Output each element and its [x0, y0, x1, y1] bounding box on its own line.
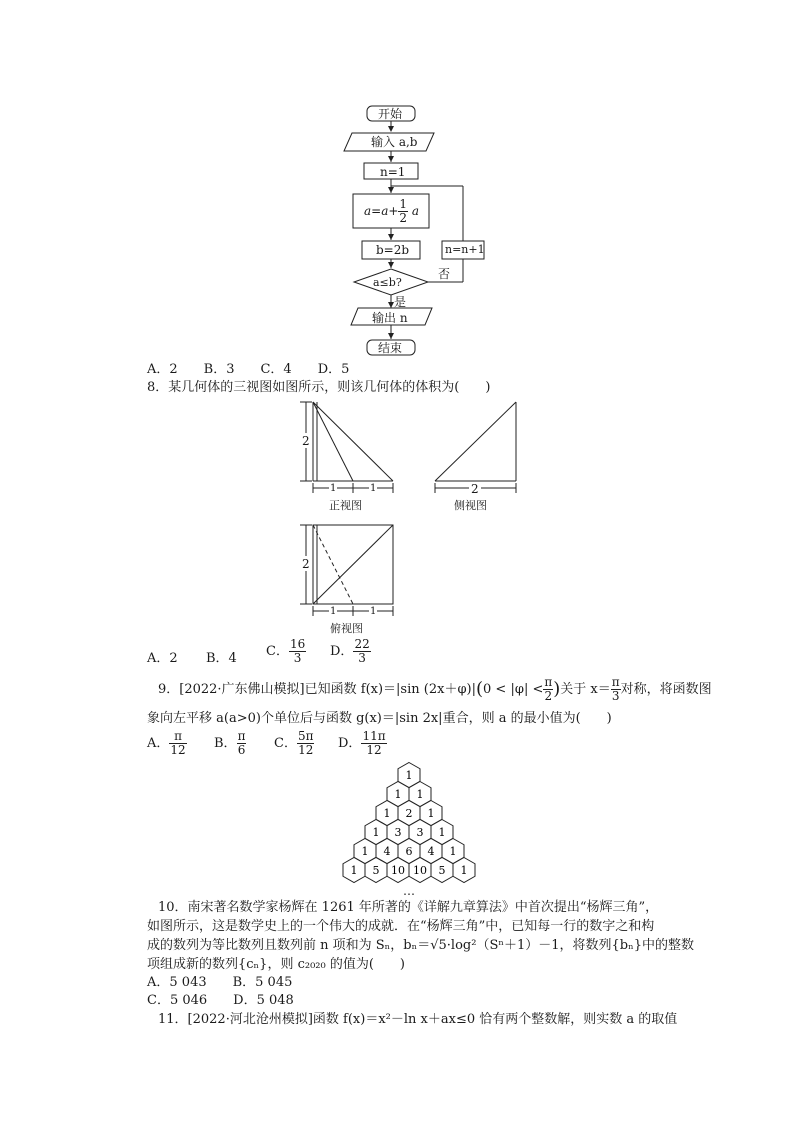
triangle-cell-value: 4: [383, 845, 391, 858]
flow-input-label: 输入 a,b: [371, 135, 418, 149]
triangle-cell-value: 1: [350, 864, 358, 877]
q10-line3: 成的数列为等比数列且数列前 n 项和为 Sₙ，bₙ＝√5·log²（Sⁿ＋1）－1，将数列{bₙ}中的整数: [147, 938, 695, 953]
triangle-cell-value: 1: [416, 788, 424, 801]
triangle-cell-value: 1: [427, 807, 435, 820]
q10-options-ab: A．5 043 B．5 045: [147, 975, 293, 990]
flow-start-label: 开始: [378, 107, 403, 121]
side-view-label: 侧视图: [454, 499, 487, 512]
triangle-cell-value: 2: [405, 807, 413, 820]
triangle-cell-value: 1: [372, 826, 380, 839]
flow-increment-label: n=n+1: [445, 243, 485, 256]
triangle-cell-value: 1: [383, 807, 391, 820]
triangle-cell-value: 6: [405, 845, 413, 858]
flow-end-label: 结束: [378, 341, 403, 355]
flow-condition-label: a≤b?: [373, 276, 402, 289]
q10-line4: 项组成新的数列{cₙ}，则 c₂₀₂₀ 的值为( ): [147, 957, 405, 972]
side-dim-width: 2: [471, 482, 479, 496]
triangle-cell-value: 1: [460, 864, 468, 877]
triangle-cell-value: 3: [416, 826, 424, 839]
front-view-label: 正视图: [329, 499, 362, 512]
flow-yes-label: 是: [394, 295, 407, 309]
q8-question: 8．某几何体的三视图如图所示，则该几何体的体积为( ): [147, 380, 491, 395]
q9-option-b: B． $\frac{\pi}{6}$: [214, 729, 246, 757]
flow-init-label: n=1: [380, 165, 406, 179]
flow-output-label: 输出 n: [372, 311, 408, 325]
q10-line1: 10．南宋著名数学家杨辉在 1261 年所著的《详解九章算法》中首次提出“杨辉三角”，: [158, 900, 659, 915]
flow-update-a-label: a=a+ $\frac{1}{2}$ a: [364, 197, 420, 225]
triangle-cell-value: 10: [413, 864, 427, 877]
q9-option-d: D． $\frac{11\pi}{12}$: [338, 729, 386, 757]
flow-no-label: 否: [438, 267, 451, 281]
triangle-ellipsis: …: [403, 884, 415, 898]
front-dim-width-left: 1: [330, 483, 337, 494]
triangle-cell-value: 1: [394, 788, 402, 801]
triangle-cell-value: 5: [438, 864, 446, 877]
top-dim-width-left: 1: [330, 606, 337, 617]
triangle-cell-value: 5: [372, 864, 380, 877]
q7-options: A．2 B．3 C．4 D．5: [147, 362, 350, 377]
triangle-cell-value: 1: [449, 845, 457, 858]
triangle-cell-value: 3: [394, 826, 402, 839]
q8-option-a: A．2: [147, 651, 178, 666]
q10-line2: 如图所示，这是数学史上的一个伟大的成就．在“杨辉三角”中，已知每一行的数字之和构: [147, 919, 655, 934]
q9-option-a: A． $\frac{\pi}{12}$: [147, 729, 186, 757]
q10-options-cd: C．5 046 D．5 048: [147, 993, 294, 1008]
front-dim-width-right: 1: [370, 483, 377, 494]
flow-update-b-label: b=2b: [376, 243, 410, 257]
q8-option-b: B．4: [206, 651, 237, 666]
q9-option-c: C． $\frac{5\pi}{12}$: [274, 729, 314, 757]
triangle-cell-value: 10: [391, 864, 405, 877]
triangle-cell-value: 1: [361, 845, 369, 858]
front-dim-height: 2: [302, 434, 310, 448]
top-dim-height: 2: [302, 557, 310, 571]
q8-option-d: D． $\frac{22}{3}$: [330, 637, 370, 665]
triangle-cell-value: 4: [427, 845, 435, 858]
triangle-cell-value: 1: [438, 826, 446, 839]
triangle-cell-value: 1: [405, 769, 413, 782]
top-dim-width-right: 1: [370, 606, 377, 617]
top-view-label: 俯视图: [330, 622, 363, 635]
q8-option-c: C． $\frac{16}{3}$: [266, 637, 306, 665]
q9-line2: 象向左平移 a(a>0)个单位后与函数 g(x)＝|sin 2x|重合，则 a 的最小值为( ): [147, 711, 612, 726]
q11-line1: 11．[2022·河北沧州模拟]函数 f(x)＝x²－ln x＋ax≤0 恰有两个整数解，则实数 a 的取值: [158, 1012, 678, 1027]
q9-line1: 9．[2022·广东佛山模拟]已知函数 f(x)＝|sin (2x＋φ)|(0 < |φ| < $\frac{\pi}{2}$ )关于 x＝ $\frac{\pi}{3}$ 对称，将函数图: [158, 675, 712, 703]
